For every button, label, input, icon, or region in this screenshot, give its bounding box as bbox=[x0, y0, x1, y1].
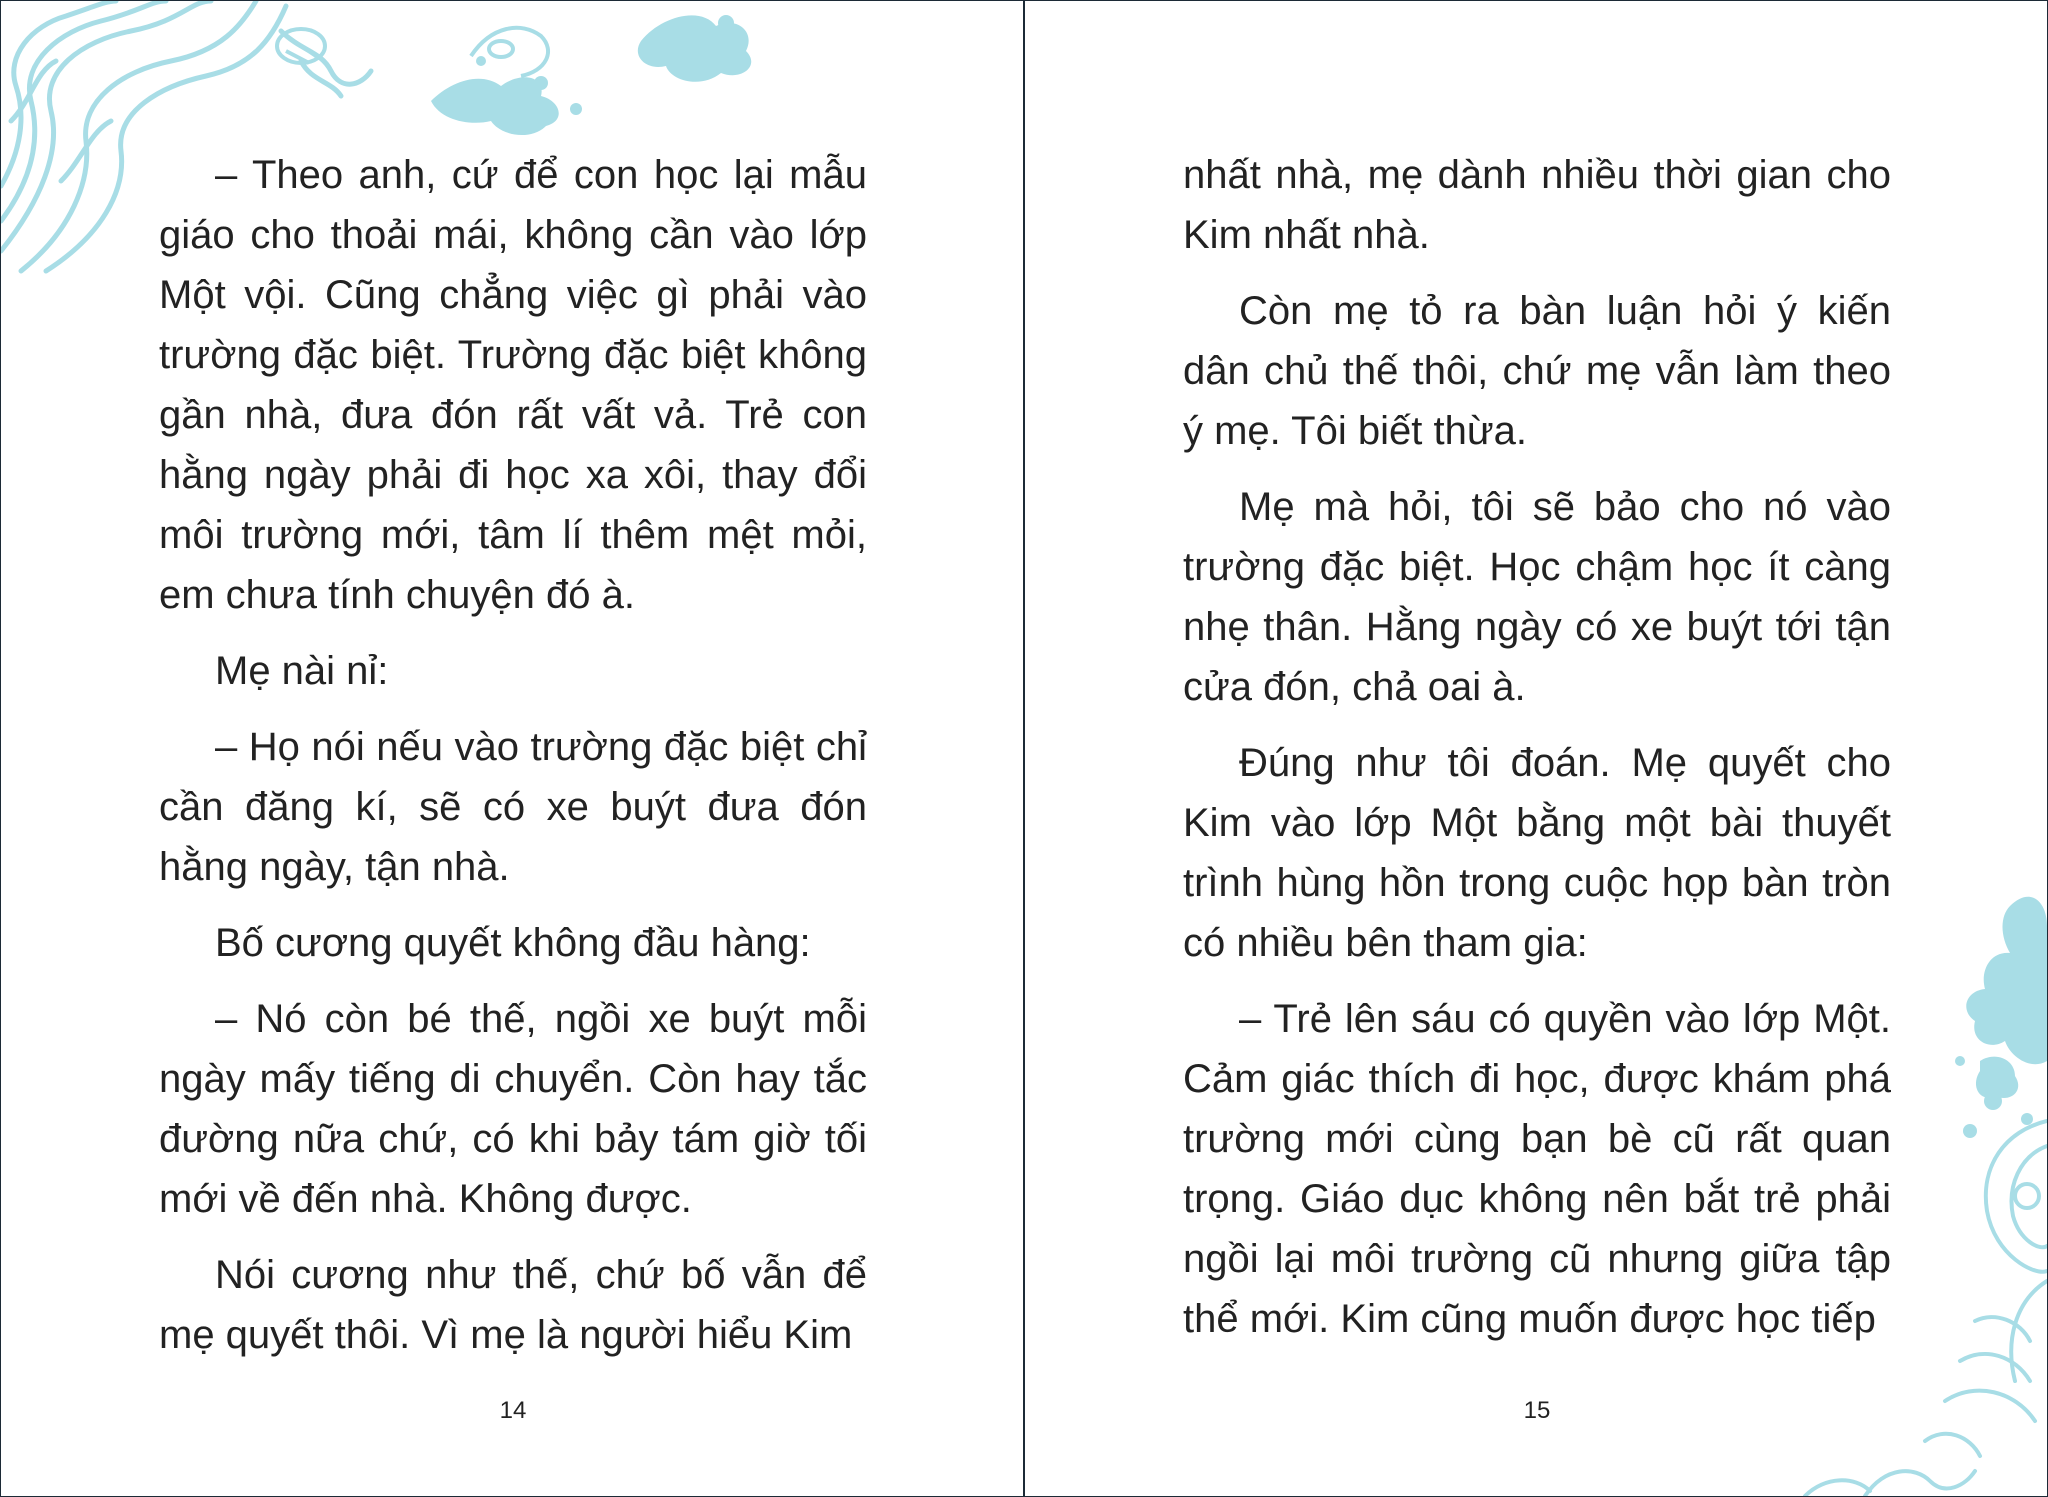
paragraph: Nói cương như thế, chứ bố vẫn để mẹ quyết thôi. Vì mẹ là người hiểu Kim bbox=[159, 1253, 867, 1357]
right-page-text bbox=[1183, 145, 1891, 1365]
paragraph: – Trẻ lên sáu có quyền vào lớp Một. Cảm giác thích đi học, được khám phá trường mới cùng bạn bè cũ rất quan trọng. Giáo dục không nên bắt trẻ phải ngồi lại môi trường cũ nhưng giữa tập thể mới. Kim cũng muốn được học tiếp bbox=[1183, 997, 1891, 1341]
paragraph: – Theo anh, cứ để con học lại mẫu giáo cho thoải mái, không cần vào lớp Một vội. Cũng chẳng việc gì phải vào trường đặc biệt. Trường đặc biệt không gần nhà, đưa đón rất vất vả. Trẻ con hằng ngày phải đi học xa xôi, thay đổi môi trường mới, tâm lí thêm mệt mỏi, em chưa tính chuyện đó à. bbox=[159, 153, 867, 617]
paragraph: Bố cương quyết không đầu hàng: bbox=[215, 921, 811, 965]
paragraph: – Họ nói nếu vào trường đặc biệt chỉ cần đăng kí, sẽ có xe buýt đưa đón hằng ngày, tận nhà. bbox=[159, 725, 867, 889]
left-page bbox=[1, 1, 1023, 1496]
paragraph: – Nó còn bé thế, ngồi xe buýt mỗi ngày mấy tiếng di chuyển. Còn hay tắc đường nữa chứ, có khi bảy tám giờ tối mới về đến nhà. Không được. bbox=[159, 997, 867, 1221]
paragraph: Mẹ mà hỏi, tôi sẽ bảo cho nó vào trường đặc biệt. Học chậm học ít càng nhẹ thân. Hằng ngày có xe buýt tới tận cửa đón, chả oai à. bbox=[1183, 485, 1891, 709]
left-page-text bbox=[159, 145, 867, 1381]
paragraph: Mẹ nài nỉ: bbox=[215, 649, 389, 693]
right-page bbox=[1025, 1, 2047, 1496]
paragraph: Còn mẹ tỏ ra bàn luận hỏi ý kiến dân chủ thế thôi, chứ mẹ vẫn làm theo ý mẹ. Tôi biết thừa. bbox=[1183, 289, 1891, 453]
paragraph: nhất nhà, mẹ dành nhiều thời gian cho Kim nhất nhà. bbox=[1183, 153, 1891, 257]
paragraph: Đúng như tôi đoán. Mẹ quyết cho Kim vào lớp Một bằng một bài thuyết trình hùng hồn trong cuộc họp bàn tròn có nhiều bên tham gia: bbox=[1183, 741, 1891, 965]
page-number-left: 14 bbox=[499, 1397, 527, 1424]
page-number-right: 15 bbox=[1523, 1397, 1551, 1424]
